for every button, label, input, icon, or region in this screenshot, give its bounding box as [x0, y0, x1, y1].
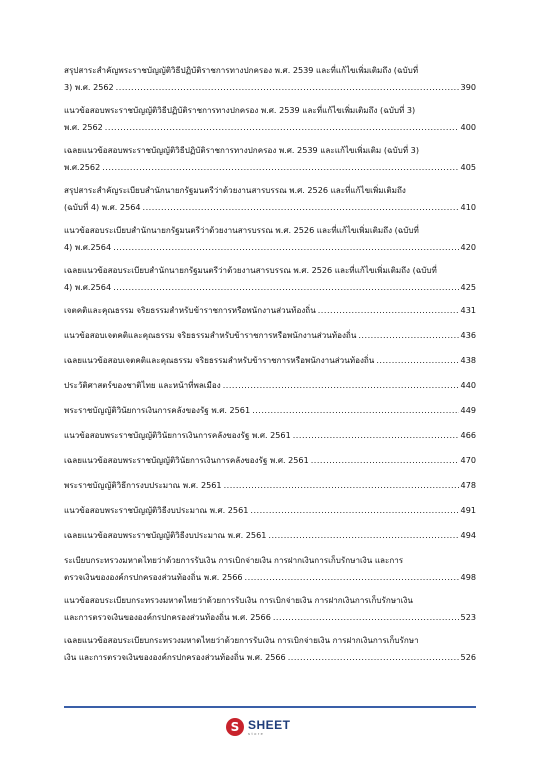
toc-page-number: 431 [460, 305, 476, 315]
toc-entry[interactable] [64, 222, 476, 256]
toc-leader-dots [245, 569, 459, 586]
toc-leader-dots [288, 649, 459, 666]
toc-entry-title-line: เฉลยแนวข้อสอบระเบียบสำนักนายกรัฐมนตรีว่าด้วยงานสารบรรณ พ.ศ. 2526 และที่แก้ไขเพิ่มเติมถึง (ฉบับที่ [64, 265, 437, 275]
toc-page-number: 498 [460, 572, 476, 582]
toc-entry-title-line: แนวข้อสอบพระราชบัญญัติวินัยการเงินการคลังของรัฐ พ.ศ. 2561 [64, 430, 291, 440]
toc-entry-title-line: เฉลยแนวข้อสอบพระราชบัญญัติวินัยการเงินการคลังของรัฐ พ.ศ. 2561 [64, 455, 309, 465]
toc-page-number: 436 [460, 330, 476, 340]
sheetstore-logo [226, 716, 291, 738]
toc-entry[interactable] [64, 302, 476, 319]
toc-entry-title-line: พ.ศ.2562 [64, 162, 101, 172]
toc-entry[interactable] [64, 102, 476, 136]
toc-entry-title-line: สรุปสาระสำคัญระเบียบสำนักนายกรัฐมนตรีว่าด้วยงานสารบรรณ พ.ศ. 2526 และที่แก้ไขเพิ่มเติมถึง [64, 185, 406, 195]
toc-page-number: 405 [460, 162, 476, 172]
toc-leader-dots [250, 502, 458, 519]
toc-entry[interactable] [64, 632, 476, 666]
toc-page-number: 390 [460, 82, 476, 92]
toc-entry-title-line: เฉลยแนวข้อสอบเจตคติและคุณธรรม จริยธรรมสำหรับข้าราชการหรือพนักงานส่วนท้องถิ่น [64, 355, 375, 365]
logo-subtext: store [248, 730, 265, 736]
toc-entry-title-line: แนวข้อสอบระเบียบสำนักนายกรัฐมนตรีว่าด้วยงานสารบรรณ พ.ศ. 2526 และที่แก้ไขเพิ่มเติมถึง (ฉบับที่ [64, 225, 419, 235]
toc-leader-dots [268, 527, 458, 544]
toc-leader-dots [293, 427, 459, 444]
toc-page-number: 425 [460, 282, 476, 292]
toc-entry[interactable] [64, 62, 476, 96]
toc-page-number: 420 [460, 242, 476, 252]
toc-entry[interactable] [64, 352, 476, 369]
toc-entry-title-line: แนวข้อสอบพระราชบัญญัติวิธีปฏิบัติราชการทางปกครอง พ.ศ. 2539 และที่แก้ไขเพิ่มเติมถึง (ฉบับที่ 3) [64, 105, 416, 115]
toc-entry-title-line: เจตคติและคุณธรรม จริยธรรมสำหรับข้าราชการหรือพนักงานส่วนท้องถิ่น [64, 305, 316, 315]
toc-entry-title-line: ตรวจเงินขององค์กรปกครองส่วนท้องถิ่น พ.ศ. 2566 [64, 572, 243, 582]
toc-leader-dots [116, 79, 459, 96]
toc-entry[interactable] [64, 502, 476, 519]
toc-entry-title-line: แนวข้อสอบระเบียบกระทรวงมหาดไทยว่าด้วยการรับเงิน การเบิกจ่ายเงิน การฝากเงินการเก็บรักษาเงิน [64, 595, 413, 605]
toc-entry[interactable] [64, 327, 476, 344]
toc-entry[interactable] [64, 142, 476, 176]
logo-text: SHEET [248, 717, 291, 732]
toc-leader-dots [224, 477, 459, 494]
toc-page-number: 491 [460, 505, 476, 515]
toc-page-number: 438 [460, 355, 476, 365]
toc-entry-title-line: 4) พ.ศ.2564 [64, 282, 112, 292]
toc-page-number: 440 [460, 380, 476, 390]
toc-entry-title-line: เงิน และการตรวจเงินขององค์กรปกครองส่วนท้องถิ่น พ.ศ. 2566 [64, 652, 286, 662]
toc-entry-title-line: ระเบียบกระทรวงมหาดไทยว่าด้วยการรับเงิน การเบิกจ่ายเงิน การฝากเงินการเก็บรักษาเงิน และการ [64, 555, 404, 565]
toc-entry-title-line: พระราชบัญญัติวินัยการเงินการคลังของรัฐ พ.ศ. 2561 [64, 405, 251, 415]
toc-page-number: 470 [460, 455, 476, 465]
toc-entry-title-line: พระราชบัญญัติวิธีการงบประมาณ พ.ศ. 2561 [64, 480, 222, 490]
toc-leader-dots [318, 302, 459, 319]
toc-leader-dots [311, 452, 459, 469]
toc-entry-title-line: 3) พ.ศ. 2562 [64, 82, 114, 92]
toc-page-number: 523 [460, 612, 476, 622]
toc-leader-dots [376, 352, 458, 369]
toc-leader-dots [273, 609, 459, 626]
toc-entry[interactable] [64, 452, 476, 469]
toc-entry[interactable] [64, 262, 476, 296]
toc-leader-dots [113, 239, 458, 256]
toc-entry-title-line: 4) พ.ศ.2564 [64, 242, 112, 252]
footer-divider [64, 706, 476, 708]
toc-page-number: 410 [460, 202, 476, 212]
toc-entry-title-line: เฉลยแนวข้อสอบพระราชบัญญัติวิธีปฏิบัติราชการทางปกครอง พ.ศ. 2539 และแก้ไขเพิ่มเติม (ฉบับที่ 3) [64, 145, 419, 155]
toc-entry-title-line: แนวข้อสอบพระราชบัญญัติวิธีงบประมาณ พ.ศ. 2561 [64, 505, 249, 515]
toc-entry-title-line: ประวัติศาสตร์ของชาติไทย และหน้าที่พลเมือง [64, 380, 221, 390]
logo-mark-icon: S [226, 718, 244, 736]
toc-entry-title-line: (ฉบับที่ 4) พ.ศ. 2564 [64, 202, 141, 212]
toc-leader-dots [105, 119, 459, 136]
toc-entry-title-line: แนวข้อสอบเจตคติและคุณธรรม จริยธรรมสำหรับข้าราชการหรือพนักงานส่วนท้องถิ่น [64, 330, 357, 340]
toc-leader-dots [143, 199, 459, 216]
toc-page-number: 466 [460, 430, 476, 440]
table-of-contents [64, 62, 476, 672]
toc-entry[interactable] [64, 592, 476, 626]
toc-entry[interactable] [64, 377, 476, 394]
toc-entry[interactable] [64, 527, 476, 544]
toc-entry[interactable] [64, 477, 476, 494]
toc-page-number: 478 [460, 480, 476, 490]
toc-entry-title-line: เฉลยแนวข้อสอบพระราชบัญญัติวิธีงบประมาณ พ.ศ. 2561 [64, 530, 267, 540]
toc-page-number: 494 [460, 530, 476, 540]
toc-page-number: 449 [460, 405, 476, 415]
toc-entry-title-line: สรุปสาระสำคัญพระราชบัญญัติวิธีปฏิบัติราชการทางปกครอง พ.ศ. 2539 และที่แก้ไขเพิ่มเติมถึง (ฉบับที่ [64, 65, 419, 75]
toc-entry[interactable] [64, 552, 476, 586]
toc-entry-title-line: พ.ศ. 2562 [64, 122, 103, 132]
toc-entry[interactable] [64, 402, 476, 419]
toc-leader-dots [358, 327, 458, 344]
toc-leader-dots [223, 377, 459, 394]
toc-page-number: 400 [460, 122, 476, 132]
toc-entry[interactable] [64, 182, 476, 216]
toc-leader-dots [113, 279, 458, 296]
toc-entry-title-line: เฉลยแนวข้อสอบระเบียบกระทรวงมหาดไทยว่าด้วยการรับเงิน การเบิกจ่ายเงิน การฝากเงินการเก็บรักษา [64, 635, 419, 645]
toc-entry-title-line: และการตรวจเงินขององค์กรปกครองส่วนท้องถิ่น พ.ศ. 2566 [64, 612, 271, 622]
toc-leader-dots [252, 402, 458, 419]
toc-entry[interactable] [64, 427, 476, 444]
toc-page-number: 526 [460, 652, 476, 662]
toc-leader-dots [102, 159, 458, 176]
